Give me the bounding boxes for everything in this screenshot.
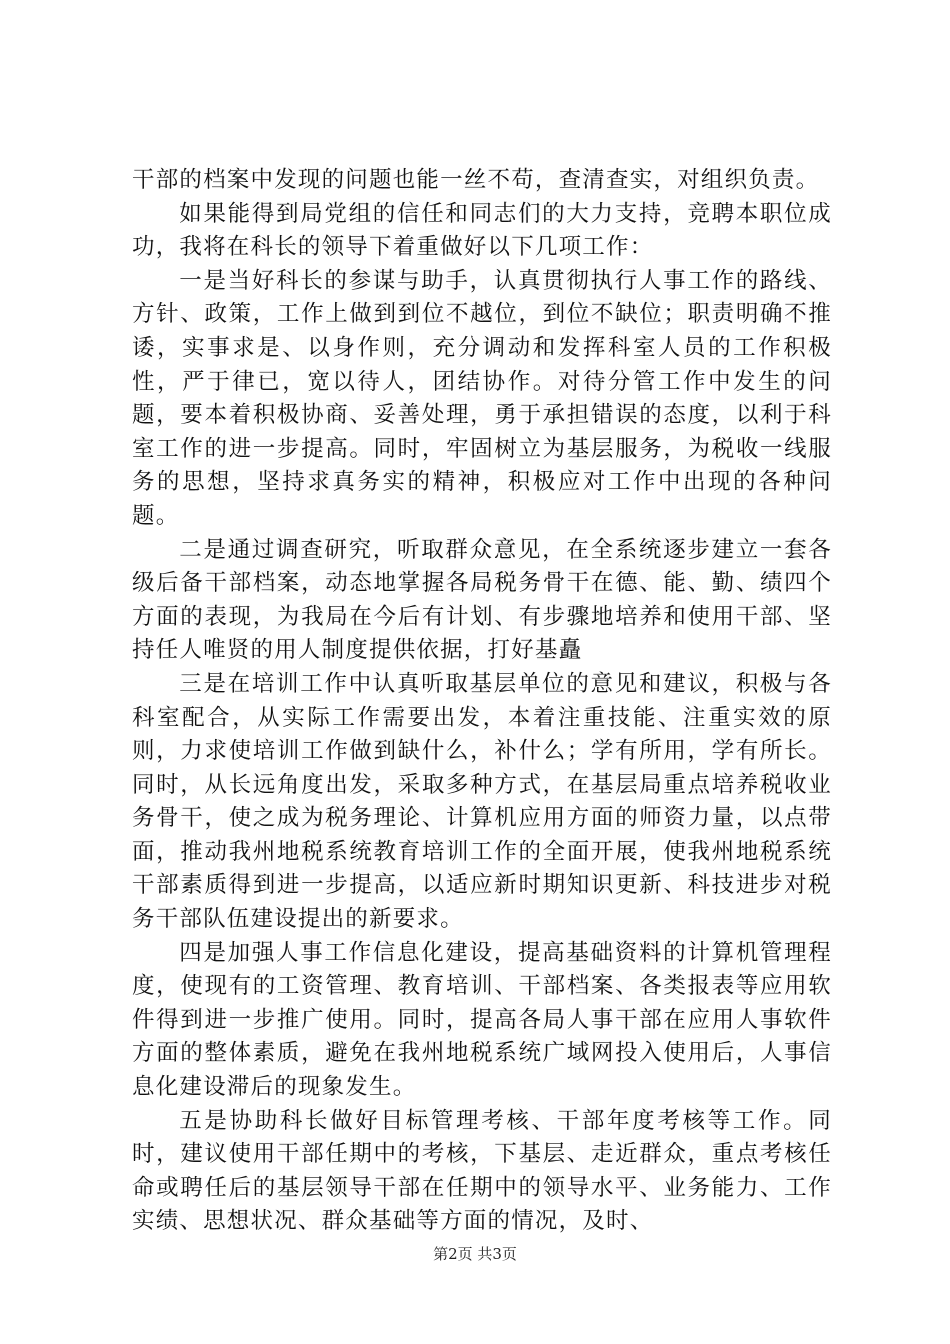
paragraph-continuation: 干部的档案中发现的问题也能一丝不苟，查清查实，对组织负责。 [132,167,820,193]
paragraph-item-5: 五是协助科长做好目标管理考核、干部年度考核等工作。同时，建议使用干部任期中的考核，下基层、走近群众，重点考核任命或聘任后的基层领导干部在任期中的领导水平、业务能力、工作实绩、思想状况、群众基础等方面的情况，及时、 [132,1107,832,1235]
document-body [132,164,832,1239]
page-footer [0,1244,950,1264]
paragraph-item-3: 三是在培训工作中认真听取基层单位的意见和建议，积极与各科室配合，从实际工作需要出发，本着注重技能、注重实效的原则，力求使培训工作做到缺什么，补什么；学有所用，学有所长。同时，从长远角度出发，采取多种方式，在基层局重点培养税收业务骨干，使之成为税务理论、计算机应用方面的师资力量，以点带面，推动我州地税系统教育培训工作的全面开展，使我州地税系统干部素质得到进一步提高，以适应新时期知识更新、科技进步对税务干部队伍建设提出的新要求。 [132,670,832,933]
paragraph-item-1: 一是当好科长的参谋与助手，认真贯彻执行人事工作的路线、方针、政策，工作上做到到位不越位，到位不缺位；职责明确不推诿，实事求是、以身作则，充分调动和发挥科室人员的工作积极性，严于律已，宽以待人，团结协作。对待分管工作中发生的问题，要本着积极协商、妥善处理，勇于承担错误的态度，以利于科室工作的进一步提高。同时，牢固树立为基层服务，为税收一线服务的思想，坚持求真务实的精神，积极应对工作中出现的各种问题。 [132,267,832,529]
paragraph-item-2: 二是通过调查研究，听取群众意见，在全系统逐步建立一套各级后备干部档案，动态地掌握各局税务骨干在德、能、勤、绩四个方面的表现，为我局在今后有计划、有步骤地培养和使用干部、坚持任人唯贤的用人制度提供依据，打好基矗 [132,536,832,664]
paragraph-item-4: 四是加强人事工作信息化建设，提高基础资料的计算机管理程度，使现有的工资管理、教育培训、干部档案、各类报表等应用软件得到进一步推广使用。同时，提高各局人事干部在应用人事软件方面的整体素质，避免在我州地税系统广域网投入使用后，人事信息化建设滞后的现象发生。 [132,939,832,1101]
page-number-label: 第2页 共3页 [433,1245,517,1263]
paragraph-intro: 如果能得到局党组的信任和同志们的大力支持，竞聘本职位成功，我将在科长的领导下着重做好以下几项工作： [132,200,832,261]
